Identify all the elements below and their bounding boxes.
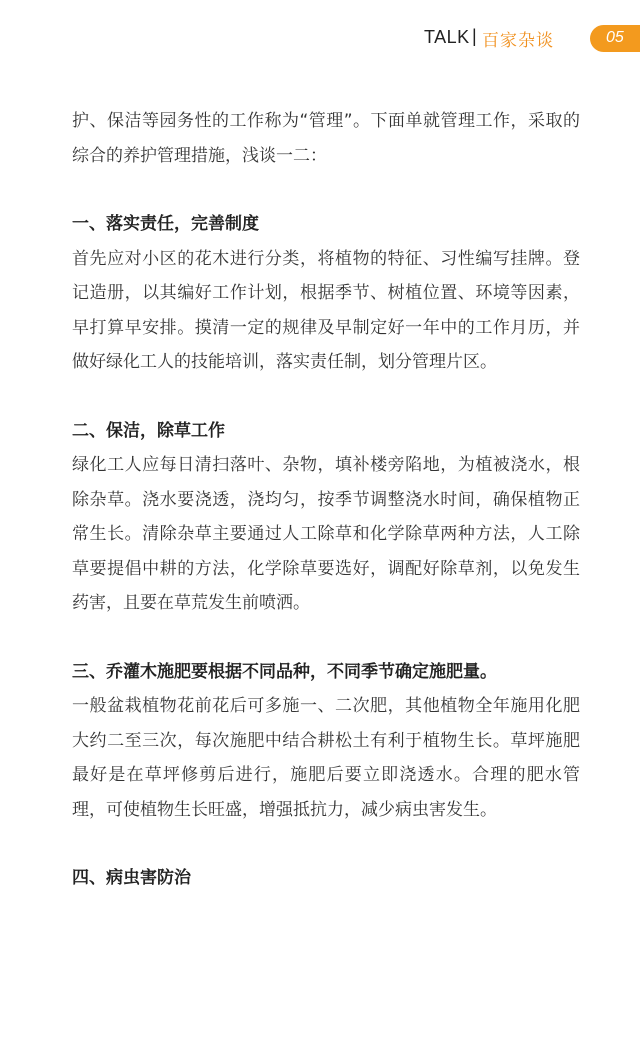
intro-paragraph: 护、保洁等园务性的工作称为“管理”。下面单就管理工作，采取的综合的养护管理措施，浅谈一二： <box>72 111 580 166</box>
page-number: 05 <box>606 29 624 46</box>
spacer <box>72 621 580 655</box>
section-heading-1: 一、落实责任，完善制度 <box>72 214 259 234</box>
header-separator: | <box>472 26 477 46</box>
section-body-1: 首先应对小区的花木进行分类，将植物的特征、习性编写挂牌。登记造册，以其编好工作计划，根据季节、树植位置、环境等因素，早打算早安排。摸清一定的规律及早制定好一年中的工作月历，并做好绿化工人的技能培训，落实责任制，划分管理片区。 <box>72 248 580 372</box>
section-title: 百家杂谈 <box>482 31 554 51</box>
spacer <box>72 827 580 861</box>
section-body-2: 绿化工人应每日清扫落叶、杂物，填补楼旁陷地，为植被浇水，根除杂草。浇水要浇透，浇均匀，按季节调整浇水时间，确保植物正常生长。清除杂草主要通过人工除草和化学除草两种方法，人工除草要提倡中耕的方法，化学除草要选好，调配好除草剂，以免发生药害，且要在草荒发生前喷洒。 <box>72 455 580 613</box>
section-heading-3: 三、乔灌木施肥要根据不同品种，不同季节确定施肥量。 <box>72 661 497 682</box>
article-content <box>72 104 580 896</box>
section-body-3: 一般盆栽植物花前花后可多施一、二次肥，其他植物全年施用化肥大约二至三次，每次施肥中结合耕松土有利于植物生长。草坪施肥最好是在草坪修剪后进行，施肥后要立即浇透水。合理的肥水管理，可使植物生长旺盛，增强抵抗力，减少病虫害发生。 <box>72 696 580 820</box>
section-heading-4: 四、病虫害防治 <box>72 868 191 888</box>
page-header <box>0 20 640 56</box>
talk-label: TALK <box>424 27 470 47</box>
section-heading-2: 二、保洁，除草工作 <box>72 420 225 441</box>
spacer <box>72 380 580 414</box>
spacer <box>72 173 580 207</box>
